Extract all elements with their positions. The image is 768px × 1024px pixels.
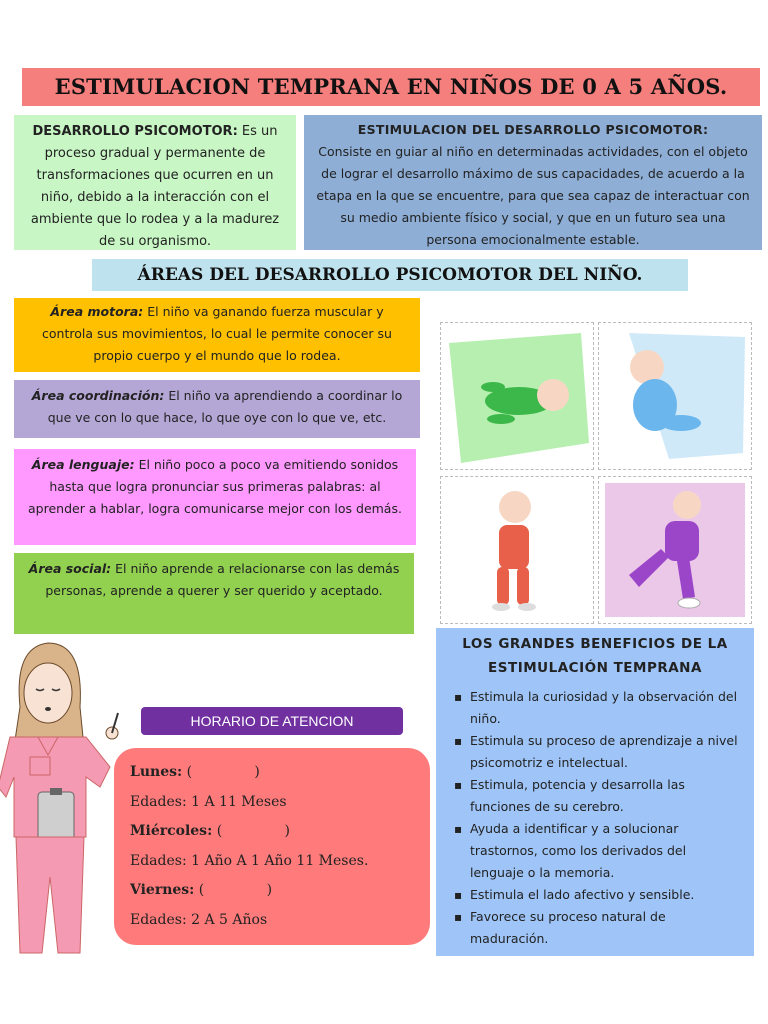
lunes-label: Lunes: bbox=[130, 764, 183, 780]
desarrollo-psicomotor-definition bbox=[14, 115, 296, 250]
horario-miercoles bbox=[130, 817, 414, 847]
miercoles-paren: ( ) bbox=[212, 823, 290, 839]
area-social-text: El niño aprende a relacionarse con las demás personas, aprende a querer y ser querido y aceptado. bbox=[45, 561, 400, 598]
area-coordinacion bbox=[14, 380, 420, 438]
toddler-walking-icon bbox=[441, 477, 593, 623]
horario-lunes bbox=[130, 758, 414, 788]
viernes-edades: Edades: 2 A 5 Años bbox=[130, 911, 268, 928]
baby-sitting-icon bbox=[599, 323, 751, 469]
baby-crawling-illustration bbox=[440, 322, 594, 470]
miercoles-label: Miércoles: bbox=[130, 823, 213, 839]
estimulacion-definition bbox=[304, 115, 762, 250]
beneficio-item: ▪ Favorece su proceso natural de maduración. bbox=[460, 906, 742, 950]
desarrollo-psicomotor-label: DESARROLLO PSICOMOTOR: bbox=[32, 124, 238, 139]
area-social bbox=[14, 553, 414, 634]
baby-crawling-icon bbox=[441, 323, 593, 469]
estimulacion-label: ESTIMULACION DEL DESARROLLO PSICOMOTOR: bbox=[357, 122, 709, 137]
horario-box bbox=[114, 748, 430, 945]
area-coordinacion-label: Área coordinación: bbox=[31, 388, 165, 403]
child-running-illustration bbox=[598, 476, 752, 624]
horario-viernes bbox=[130, 876, 414, 906]
viernes-label: Viernes: bbox=[130, 882, 195, 898]
beneficio-item: ▪ Estimula, potencia y desarrolla las funciones de su cerebro. bbox=[460, 774, 742, 818]
viernes-paren: ( ) bbox=[194, 882, 273, 898]
beneficio-item: ▪ Estimula su proceso de aprendizaje a nivel psicomotriz e intelectual. bbox=[460, 730, 742, 774]
area-coordinacion-text: El niño va aprendiendo a coordinar lo que ve con lo que hace, lo que oye con lo que ve, etc. bbox=[47, 388, 403, 425]
page-title: ESTIMULACION TEMPRANA EN NIÑOS DE 0 A 5 AÑOS. bbox=[22, 68, 760, 106]
child-running-icon bbox=[599, 477, 751, 623]
lunes-edades: Edades: 1 A 11 Meses bbox=[130, 793, 287, 810]
lunes-paren: ( ) bbox=[182, 764, 260, 780]
beneficio-item: ▪ Ayuda a identificar y a solucionar trastornos, como los derivados del lenguaje o la memoria. bbox=[460, 818, 742, 884]
areas-title: ÁREAS DEL DESARROLLO PSICOMOTOR DEL NIÑO. bbox=[92, 259, 688, 291]
desarrollo-psicomotor-text: Es un proceso gradual y permanente de transformaciones que ocurren en un niño, debido a la interacción con el ambiente que lo rodea y a la madurez de su organismo. bbox=[30, 124, 280, 249]
beneficios-list bbox=[448, 686, 742, 950]
beneficio-item: ▪ Estimula el lado afectivo y sensible. bbox=[460, 884, 742, 906]
nurse-illustration bbox=[0, 637, 132, 967]
area-lenguaje-label: Área lenguaje: bbox=[31, 457, 135, 472]
beneficios-box bbox=[436, 628, 754, 956]
area-lenguaje bbox=[14, 449, 416, 545]
estimulacion-text: Consiste en guiar al niño en determinadas actividades, con el objeto de lograr el desarrollo máximo de sus capacidades, de acuerdo a la etapa en la que se encuentre, para que sea capaz de interactuar con su medio ambiente físico y social, y que en un futuro sea una persona emocionalmente estable. bbox=[316, 144, 750, 247]
beneficio-item: ▪ Estimula la curiosidad y la observación del niño. bbox=[460, 686, 742, 730]
nurse-icon bbox=[0, 637, 132, 967]
baby-sitting-illustration bbox=[598, 322, 752, 470]
development-illustrations bbox=[440, 318, 758, 624]
area-lenguaje-text: El niño poco a poco va emitiendo sonidos hasta que logra pronunciar sus primeras palabras: al aprender a hablar, logra comunicarse mejor con los demás. bbox=[28, 457, 402, 516]
beneficios-title: LOS GRANDES BENEFICIOS DE LA ESTIMULACIÓN TEMPRANA bbox=[462, 636, 728, 676]
miercoles-edades: Edades: 1 Año A 1 Año 11 Meses. bbox=[130, 852, 369, 869]
horario-title: HORARIO DE ATENCION bbox=[141, 707, 403, 735]
toddler-walking-illustration bbox=[440, 476, 594, 624]
area-motora bbox=[14, 298, 420, 372]
area-motora-label: Área motora: bbox=[50, 304, 144, 319]
area-motora-text: El niño va ganando fuerza muscular y controla sus movimientos, lo cual le permite conocer su propio cuerpo y el mundo que lo rodea. bbox=[42, 304, 392, 363]
area-social-label: Área social: bbox=[28, 561, 112, 576]
